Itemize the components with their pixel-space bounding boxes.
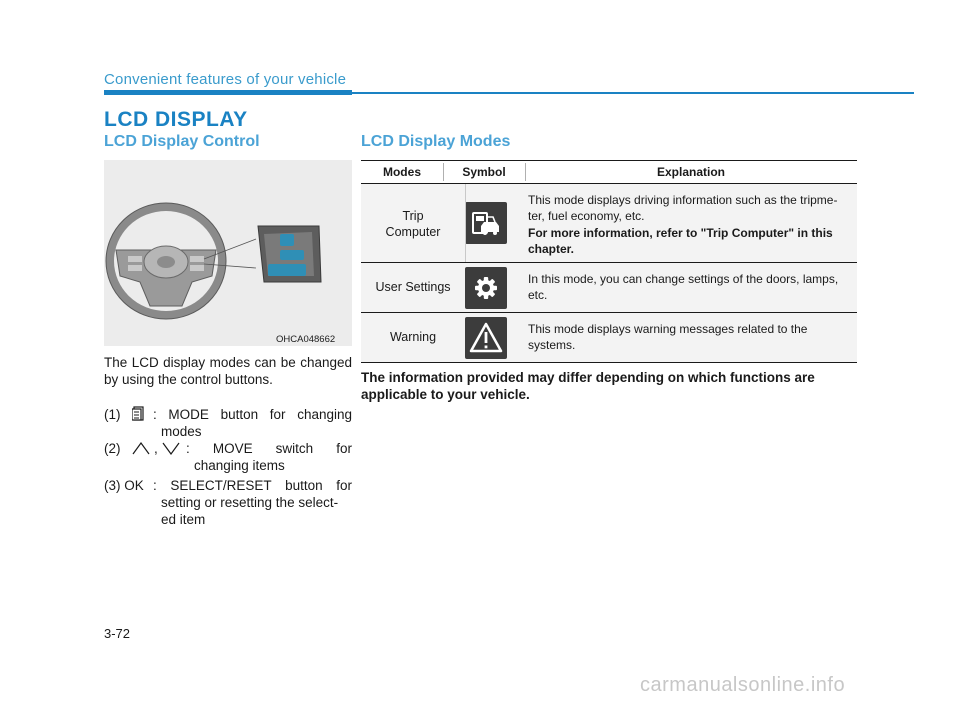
page-title: LCD DISPLAY xyxy=(104,108,248,131)
mode-name: Computer xyxy=(385,225,441,239)
control-number: (3) OK xyxy=(104,478,144,493)
table-row xyxy=(361,313,857,363)
header-rule-thick xyxy=(104,90,352,95)
control-desc-line: : MOVE switch for xyxy=(186,441,352,456)
lcd-modes-heading: LCD Display Modes xyxy=(361,133,511,150)
mode-explanation-note: For more information, refer to "Trip Computer" in this chapter. xyxy=(528,226,833,256)
control-desc-line: ed item xyxy=(161,512,206,527)
mode-name: Trip xyxy=(402,209,424,223)
control-desc-line: : MODE button for changing xyxy=(153,407,352,422)
mode-button-icon xyxy=(132,406,144,425)
figure-code: OHCA048662 xyxy=(276,334,336,345)
control-desc-line: : SELECT/RESET button for xyxy=(153,478,352,493)
chevron-down-icon xyxy=(162,442,180,459)
control-desc-line: modes xyxy=(161,424,202,439)
mode-name: Warning xyxy=(389,330,437,344)
control-item-move xyxy=(104,440,354,474)
table-row xyxy=(361,184,857,263)
header-modes: Modes xyxy=(382,165,421,179)
control-desc-line: changing items xyxy=(194,458,285,473)
table-row xyxy=(361,263,857,313)
mode-name: User Settings xyxy=(375,280,451,294)
applicability-note: The information provided may differ depending on which functions are applicable to your vehicle. xyxy=(361,370,815,402)
control-number: (1) xyxy=(104,407,121,422)
control-desc-line: setting or resetting the select- xyxy=(161,495,339,510)
gear-icon xyxy=(465,267,507,309)
mode-explanation: In this mode, you can change settings of the doors, lamps, etc. xyxy=(528,272,839,302)
trip-computer-icon xyxy=(465,202,507,244)
control-number: (2) xyxy=(104,441,121,456)
header-explanation: Explanation xyxy=(656,165,725,179)
control-item-ok xyxy=(104,477,354,529)
mode-explanation: This mode displays driving information such as the tripme-ter, fuel economy, etc. xyxy=(528,193,838,223)
control-item-mode xyxy=(104,406,354,440)
steering-wheel-icon xyxy=(104,160,352,346)
steering-wheel-illustration xyxy=(104,160,352,346)
chevron-up-icon xyxy=(132,442,150,459)
separator-comma: , xyxy=(154,441,158,456)
section-header: Convenient features of your vehicle xyxy=(104,71,347,88)
header-symbol: Symbol xyxy=(462,165,506,179)
table-header xyxy=(361,160,857,184)
control-paragraph: The LCD display modes can be changed by using the control buttons. xyxy=(104,355,352,387)
watermark: carmanualsonline.info xyxy=(640,674,846,696)
mode-explanation: This mode displays warning messages related to the systems. xyxy=(528,322,808,352)
lcd-control-heading: LCD Display Control xyxy=(104,133,260,150)
page-number: 3-72 xyxy=(104,626,131,641)
header-rule-thin xyxy=(352,92,914,94)
warning-icon xyxy=(465,317,507,359)
